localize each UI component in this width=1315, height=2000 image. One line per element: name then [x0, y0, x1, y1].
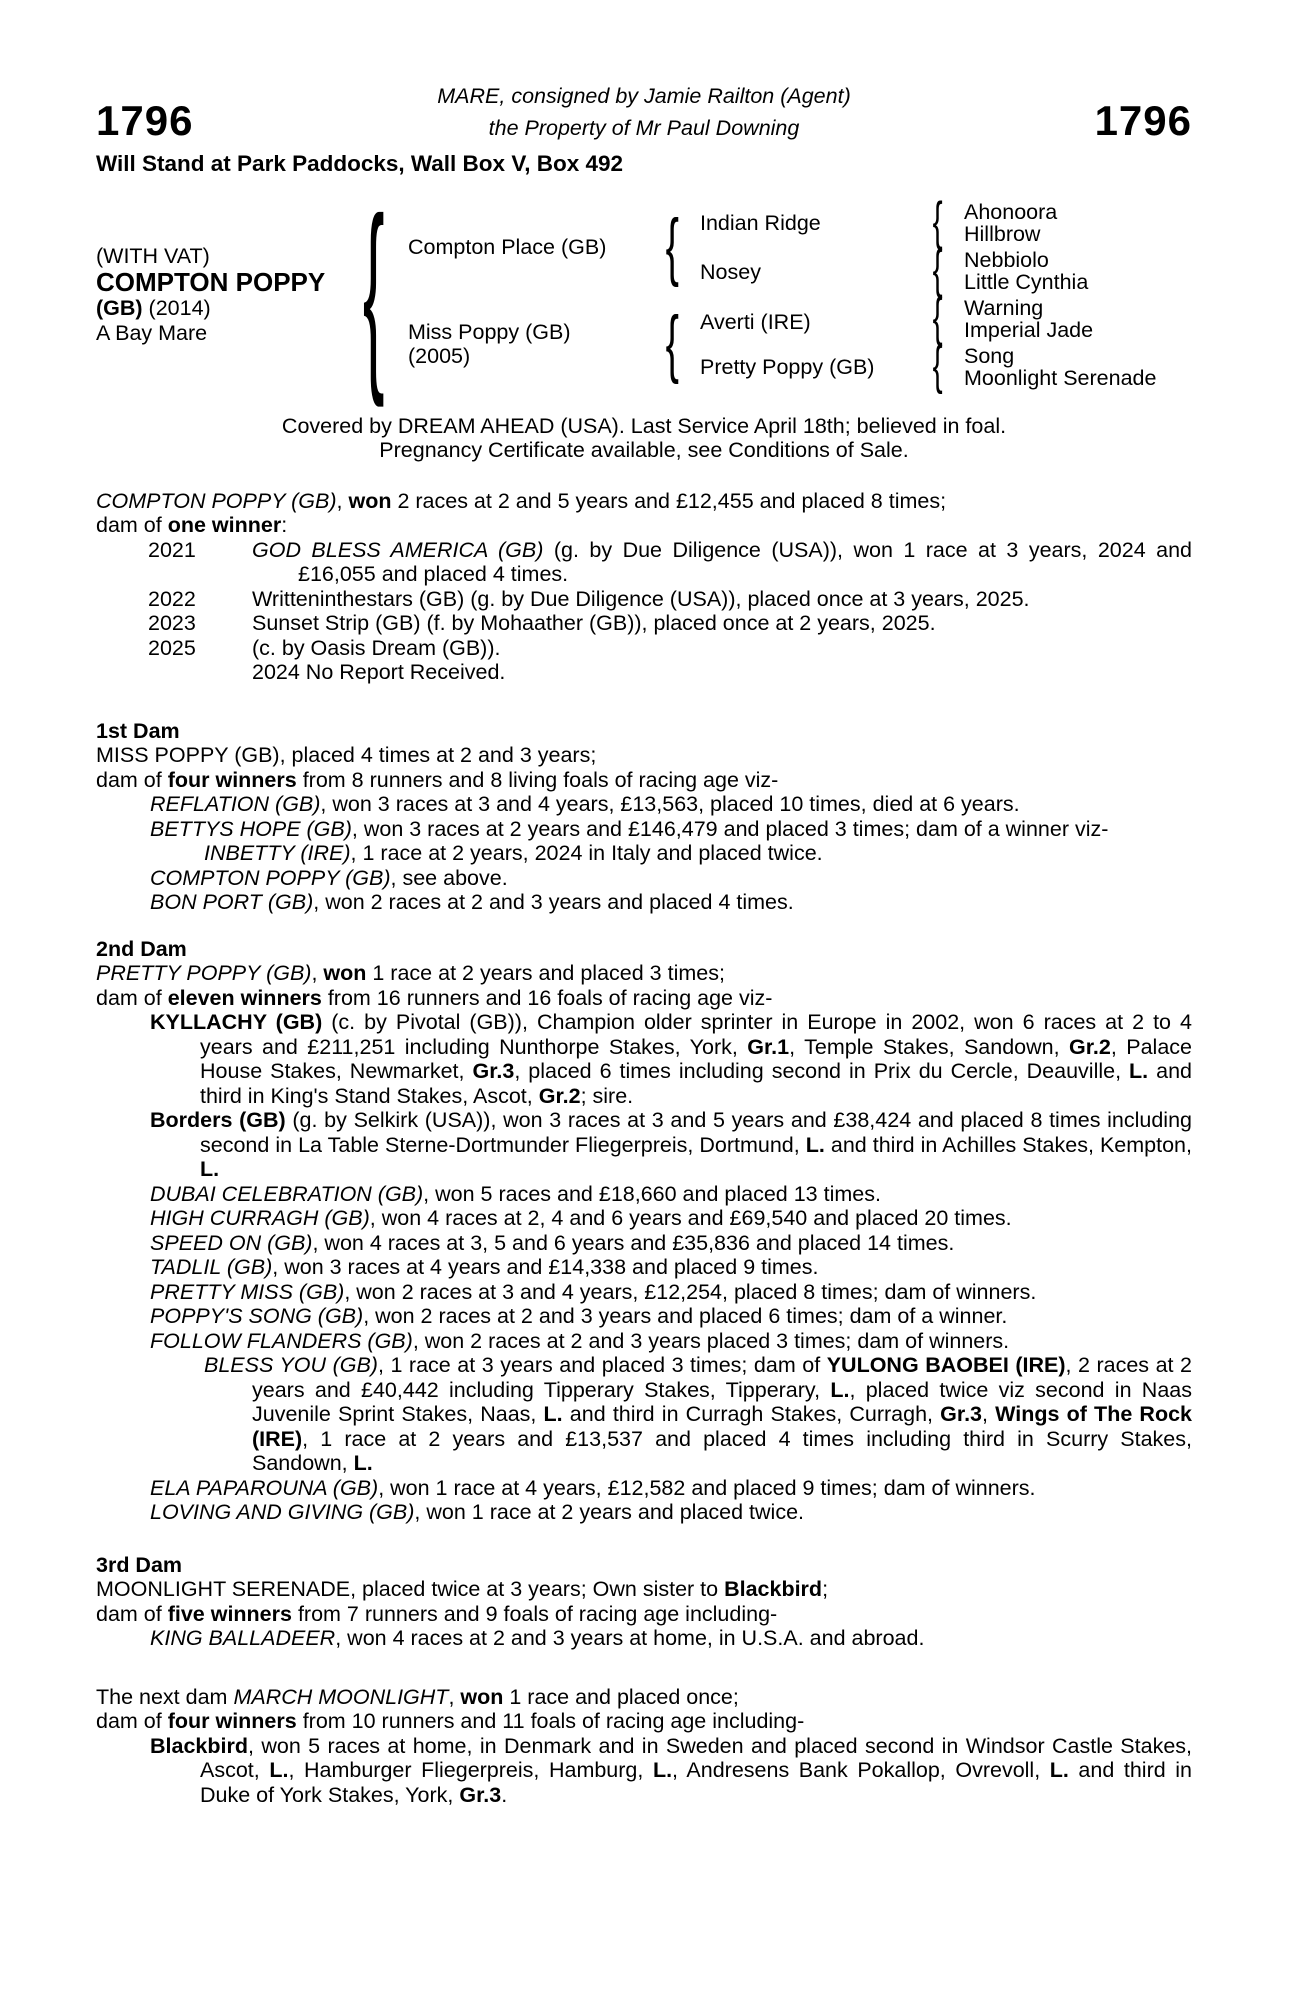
section-heading: 3rd Dam: [96, 1552, 183, 1577]
first-dam-section: [96, 719, 1192, 915]
great-grandparent-name: Little Cynthia: [964, 269, 1089, 294]
second-dam-section: [96, 937, 1192, 1525]
dam-line: DUBAI CELEBRATION (GB), won 5 races and £18,660 and placed 13 times.: [150, 1181, 881, 1206]
consignor-line: MARE, consigned by Jamie Railton (Agent): [437, 84, 851, 108]
great-grandparent-name: Warning: [964, 295, 1044, 320]
section-heading: 2nd Dam: [96, 936, 187, 961]
horse-description: A Bay Mare: [96, 320, 208, 345]
lot-number-left: 1796: [96, 96, 194, 144]
dam-name-block: [408, 320, 570, 369]
stand-location-line: Will Stand at Park Paddocks, Wall Box V, Box 492: [96, 151, 624, 176]
pedigree-brace: {: [363, 176, 385, 411]
dam-line: MOONLIGHT SERENADE, placed twice at 3 years; Own sister to Blackbird;: [96, 1577, 829, 1601]
grandsire-name: Indian Ridge: [700, 210, 821, 235]
dam-line: POPPY'S SONG (GB), won 2 races at 2 and 3 years and placed 6 times; dam of a winner.: [150, 1304, 1008, 1328]
dam-line: REFLATION (GB), won 3 races at 3 and 4 years, £13,563, placed 10 times, died at 6 years.: [150, 792, 1020, 816]
produce-text: Writteninthestars (GB) (g. by Due Diligence (USA)), placed once at 3 years, 2025.: [252, 586, 1030, 611]
section-heading: 1st Dam: [96, 718, 180, 743]
dam-line: TADLIL (GB), won 3 races at 4 years and £14,338 and placed 9 times.: [150, 1255, 819, 1279]
produce-text: 2024 No Report Received.: [252, 660, 506, 684]
dam-line: FOLLOW FLANDERS (GB), won 2 races at 2 and 3 years placed 3 times; dam of winners.: [150, 1328, 1010, 1353]
produce-year: 2023: [148, 611, 196, 635]
dam-line: LOVING AND GIVING (GB), won 1 race at 2 years and placed twice.: [150, 1500, 805, 1524]
property-line: the Property of Mr Paul Downing: [488, 115, 800, 140]
produce-text: Sunset Strip (GB) (f. by Mohaather (GB)), placed once at 2 years, 2025.: [252, 611, 936, 635]
dam-line: SPEED ON (GB), won 4 races at 3, 5 and 6 years and £35,836 and placed 14 times.: [150, 1230, 955, 1255]
produce-year: 2025: [148, 635, 196, 660]
pedigree-table: [96, 176, 1192, 411]
horse-name: COMPTON POPPY: [96, 266, 326, 297]
great-grandparent-name: Ahonoora: [964, 199, 1058, 224]
great-grandparent-name: Hillbrow: [964, 221, 1041, 246]
dam-line: COMPTON POPPY (GB), see above.: [150, 865, 508, 890]
dam-line: INBETTY (IRE), 1 race at 2 years, 2024 in Italy and placed twice.: [204, 841, 823, 865]
dam-line: dam of four winners from 10 runners and 11 foals of racing age including-: [96, 1709, 805, 1733]
race-record-line: COMPTON POPPY (GB), won 2 races at 2 and 5 years and £12,455 and placed 8 times;: [96, 488, 947, 513]
produce-record: [96, 538, 1192, 685]
dam-line: ELA PAPAROUNA (GB), won 1 race at 4 years, £12,582 and placed 9 times; dam of winners.: [150, 1475, 1036, 1500]
dam-line: KYLLACHY (GB) (c. by Pivotal (GB)), Champion older sprinter in Europe in 2002, won 6 races at 2 to 4 years and £211,251 including Nunthorpe Stakes, York, Gr.1, Temple Stakes, Sandown, Gr.2, Palace House Stakes, Newmarket, Gr.3, placed 6 times including second in Prix du Cercle, Deauville, L. and third in King's Stand Stakes, Ascot, Gr.2; sire.: [150, 1010, 1192, 1108]
great-grandparent-name: Moonlight Serenade: [964, 365, 1157, 390]
granddam-name: Nosey: [700, 259, 761, 284]
dam-line: BETTYS HOPE (GB), won 3 races at 2 years and £146,479 and placed 3 times; dam of a winner viz-: [150, 816, 1109, 841]
dam-line: HIGH CURRAGH (GB), won 4 races at 2, 4 and 6 years and £69,540 and placed 20 times.: [150, 1206, 1012, 1230]
dam-line: dam of eleven winners from 16 runners and 16 foals of racing age viz-: [96, 985, 773, 1010]
produce-year: [96, 660, 252, 685]
pedigree-brace: {: [665, 301, 679, 386]
produce-year: 2022: [148, 586, 196, 611]
dam-line: KING BALLADEER, won 4 races at 2 and 3 years at home, in U.S.A. and abroad.: [150, 1626, 925, 1650]
dam-line: PRETTY MISS (GB), won 2 races at 3 and 4 years, £12,254, placed 8 times; dam of winners.: [150, 1279, 1037, 1304]
grandsire-name: Averti (IRE): [700, 309, 811, 334]
produce-row: [96, 538, 1192, 587]
race-record-line: dam of one winner:: [96, 513, 288, 537]
great-grandparent-name: Imperial Jade: [964, 317, 1094, 342]
third-dam-section: [96, 1553, 1192, 1651]
pedigree-brace: {: [932, 289, 944, 348]
dam-line: The next dam MARCH MOONLIGHT, won 1 race and placed once;: [96, 1684, 739, 1709]
produce-row: [96, 611, 1192, 636]
dam-name: Miss Poppy (GB): [408, 319, 571, 344]
pedigree-brace: {: [665, 204, 679, 289]
produce-row: [96, 636, 1192, 661]
covering-statement: [96, 414, 1192, 463]
next-dam-section: [96, 1685, 1192, 1808]
produce-row: [96, 587, 1192, 612]
produce-text: (c. by Oasis Dream (GB)).: [252, 635, 501, 660]
pregnancy-certificate-line: Pregnancy Certificate available, see Conditions of Sale.: [379, 438, 909, 462]
produce-text: GOD BLESS AMERICA (GB) (g. by Due Diligence (USA)), won 1 race at 3 years, 2024 and £16,055 and placed 4 times.: [252, 537, 1192, 586]
dam-line: Borders (GB) (g. by Selkirk (USA)), won 3 races at 3 and 5 years and £38,424 and placed 8 times including second in La Table Sterne-Dortmunder Fliegerpreis, Dortmund, L. and third in Achilles Stakes, Kempton, L.: [150, 1108, 1193, 1181]
sire-name: Compton Place (GB): [408, 234, 607, 259]
lot-number-right: 1796: [1094, 96, 1192, 144]
dam-line: PRETTY POPPY (GB), won 1 race at 2 years and placed 3 times;: [96, 961, 725, 985]
horse-name-block: [96, 244, 325, 346]
dam-line: dam of four winners from 8 runners and 8 living foals of racing age viz-: [96, 767, 779, 792]
dam-year: (2005): [408, 344, 471, 368]
granddam-name: Pretty Poppy (GB): [700, 354, 875, 379]
pedigree-brace: {: [932, 337, 944, 396]
dam-line: dam of five winners from 7 runners and 9 foals of racing age including-: [96, 1601, 778, 1626]
great-grandparent-name: Song: [964, 343, 1015, 368]
pedigree-brace: {: [932, 241, 944, 300]
dam-line: BLESS YOU (GB), 1 race at 3 years and placed 3 times; dam of YULONG BAOBEI (IRE), 2 races at 2 years and £40,442 including Tipperary Stakes, Tipperary, L., placed twice viz second in Naas Juvenile Sprint Stakes, Naas, L. and third in Curragh Stakes, Curragh, Gr.3, Wings of The Rock (IRE), 1 race at 2 years and £13,537 and placed 4 times including third in Scurry Stakes, Sandown, L.: [204, 1353, 1193, 1475]
covering-line: Covered by DREAM AHEAD (USA). Last Service April 18th; believed in foal.: [281, 413, 1007, 438]
dam-line: MISS POPPY (GB), placed 4 times at 2 and 3 years;: [96, 743, 597, 767]
horse-suffix-year: (GB) (2014): [96, 295, 211, 320]
catalogue-content: [96, 84, 1192, 1807]
produce-year: 2021: [148, 537, 196, 562]
vat-note: (WITH VAT): [96, 243, 210, 268]
produce-row: [96, 660, 1192, 685]
race-record: [96, 489, 1192, 538]
dam-line: BON PORT (GB), won 2 races at 2 and 3 years and placed 4 times.: [150, 890, 794, 914]
pedigree-brace: {: [932, 193, 944, 252]
great-grandparent-name: Nebbiolo: [964, 247, 1049, 272]
dam-line: Blackbird, won 5 races at home, in Denmark and in Sweden and placed second in Windsor Castle Stakes, Ascot, L., Hamburger Fliegerpreis, Hamburg, L., Andresens Bank Pokallop, Ovrevoll, L. and third in Duke of York Stakes, York, Gr.3.: [150, 1733, 1193, 1807]
